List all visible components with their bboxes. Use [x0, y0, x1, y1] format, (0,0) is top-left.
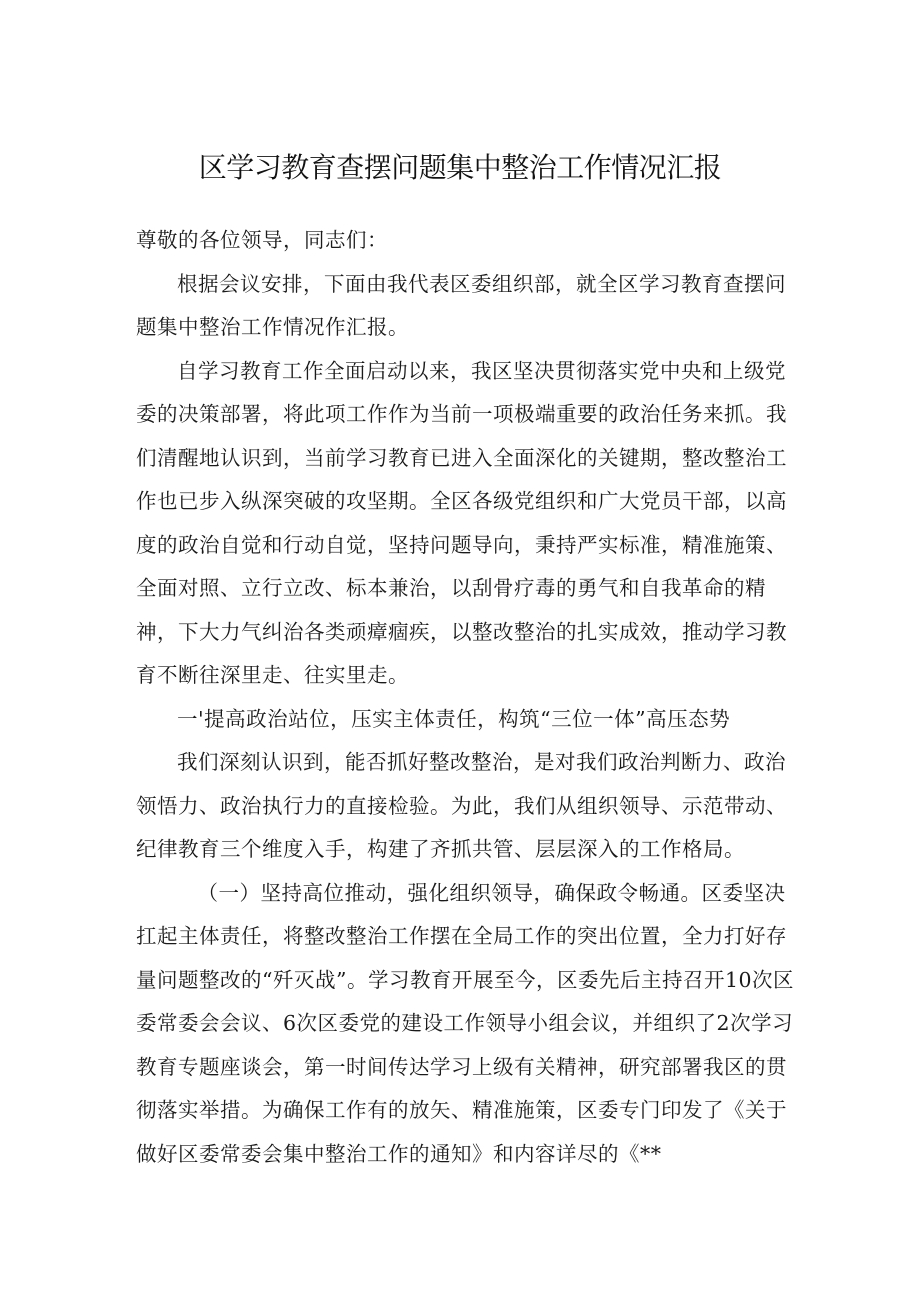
paragraph-section-1: 我们深刻认识到，能否抓好整改整治，是对我们政治判断力、政治领悟力、政治执行力的直接检验。为此，我们从组织领导、示范带动、纪律教育三个维度入手，构建了齐抓共管、层层深入的工作格局。 [136, 750, 787, 861]
paragraph-intro: 根据会议安排，下面由我代表区委组织部，就全区学习教育查摆问题集中整治工作情况作汇报。 [136, 271, 786, 339]
document-body [136, 219, 796, 1176]
salutation: 尊敬的各位领导，同志们： [136, 228, 388, 252]
section-heading-1: 一'提高政治站位，压实主体责任，构筑“三位一体”高压态势 [177, 706, 731, 731]
paragraph-overview: 自学习教育工作全面启动以来，我区坚决贯彻落实党中央和上级党委的决策部署，将此项工作作为当前一项极端重要的政治任务来抓。我们清醒地认识到，当前学习教育已进入全面深化的关键期，整改整治工作也已步入纵深突破的攻坚期。全区各级党组织和广大党员干部，以高度的政治自觉和行动自觉，坚持问题导向，秉持严实标准，精准施策、全面对照、立行立改、标本兼治，以刮骨疗毒的勇气和自我革命的精神，下大力气纠治各类顽瘴痼疾，以整改整治的扎实成效，推动学习教育不断往深里走、往实里走。 [136, 358, 787, 687]
paragraph-subsection-1: （一）坚持高位推动，强化组织领导，确保政令畅通。区委坚决扛起主体责任，将整改整治工作摆在全局工作的突出位置，全力打好存量问题整改的“歼灭战”。学习教育开展至今，区委先后主持召开10次区委常委会会议、6次区委党的建设工作领导小组会议，并组织了2次学习教育专题座谈会，第一时间传达学习上级有关精神，研究部署我区的贯彻落实举措。为确保工作有的放矢、精准施策，区委专门印发了《关于做好区委常委会集中整治工作的通知》和内容详尽的《** [136, 880, 795, 1166]
document-title: 区学习教育查摆问题集中整治工作情况汇报 [198, 151, 722, 184]
